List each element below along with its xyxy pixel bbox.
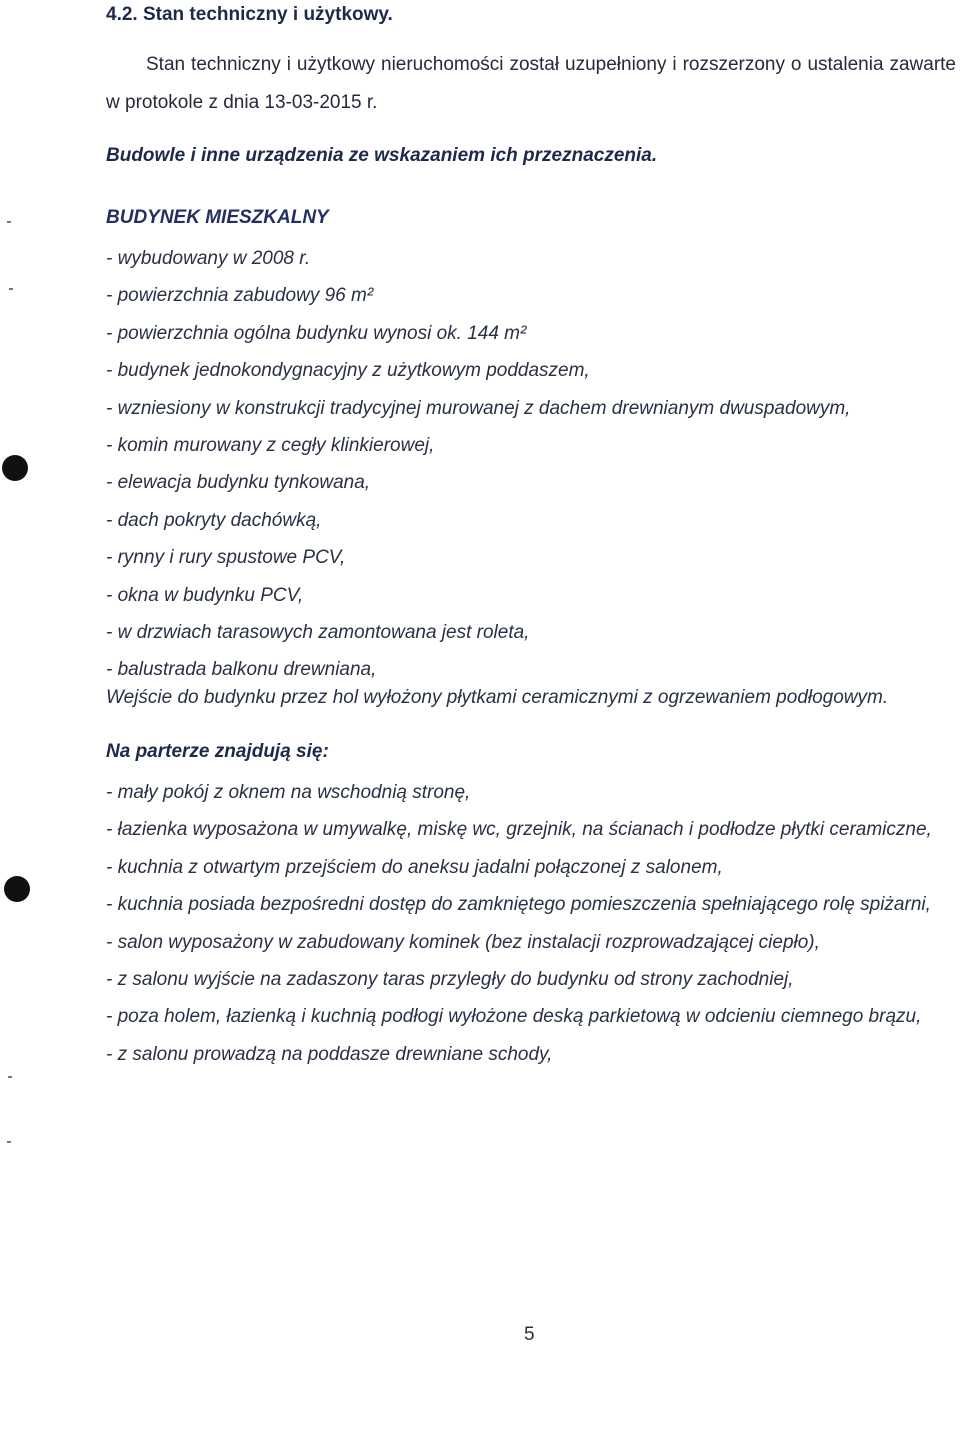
list-item: - dach pokryty dachówką, [106,509,322,531]
list-item: - budynek jednokondygnacyjny z użytkowym poddaszem, [106,360,590,382]
list-item: - mały pokój z oknem na wschodnią stronę, [106,782,471,803]
ground-floor-heading: Na parterze znajdują się: [106,741,329,762]
punch-hole-icon [2,455,28,481]
list-item: - wybudowany w 2008 r. [106,248,311,269]
list-item: - powierzchnia ogólna budynku wynosi ok. 144 m² [106,322,527,344]
list-item: - okna w budynku PCV, [106,584,304,606]
buildings-heading: Budowle i inne urządzenia ze wskazaniem ich przeznaczenia. [106,145,658,166]
list-item: - w drzwiach tarasowych zamontowana jest roleta, [106,622,530,644]
scan-mark [8,1076,12,1078]
list-item: - z salonu wyjście na zadaszony taras przyległy do budynku od strony zachodniej, [106,969,794,991]
intro-paragraph: Stan techniczny i użytkowy nieruchomości został uzupełniony i rozszerzony o ustalenia zawarte w protokole z dnia 13-03-2015 r. [106,54,956,113]
list-item: - komin murowany z cegły klinkierowej, [106,435,435,457]
list-item: - salon wyposażony w zabudowany kominek (bez instalacji rozprowadzającej ciepło), [106,931,820,953]
list-item: - poza holem, łazienką i kuchnią podłogi wyłożone deską parkietową w odcieniu ciemnego brązu, [106,1006,922,1028]
residential-building-heading: BUDYNEK MIESZKALNY [106,207,329,228]
scan-mark [7,221,11,223]
scan-mark [7,1141,11,1143]
residential-building-list [106,240,956,689]
list-item: - z salonu prowadzą na poddasze drewniane schody, [106,1043,553,1065]
list-item: - powierzchnia zabudowy 96 m² [106,285,374,307]
page-number: 5 [524,1324,535,1345]
list-item: - kuchnia posiada bezpośredni dostęp do zamkniętego pomieszczenia spełniającego rolę spiżarni, [106,894,931,916]
punch-hole-icon [4,876,30,902]
list-item: - łazienka wyposażona w umywalkę, miskę wc, grzejnik, na ścianach i podłodze płytki ceramiczne, [106,819,932,841]
list-item: - balustrada balkonu drewniana, [106,659,377,681]
scan-mark [9,288,13,290]
list-item: - kuchnia z otwartym przejściem do aneksu jadalni połączonej z salonem, [106,856,723,878]
entrance-description: Wejście do budynku przez hol wyłożony płytkami ceramicznymi z ogrzewaniem podłogowym. [106,687,889,708]
ground-floor-list [106,774,956,1073]
list-item: - rynny i rury spustowe PCV, [106,547,346,569]
list-item: - elewacja budynku tynkowana, [106,472,371,494]
section-heading: 4.2. Stan techniczny i użytkowy. [106,4,393,25]
list-item: - wzniesiony w konstrukcji tradycyjnej murowanej z dachem drewnianym dwuspadowym, [106,397,851,419]
